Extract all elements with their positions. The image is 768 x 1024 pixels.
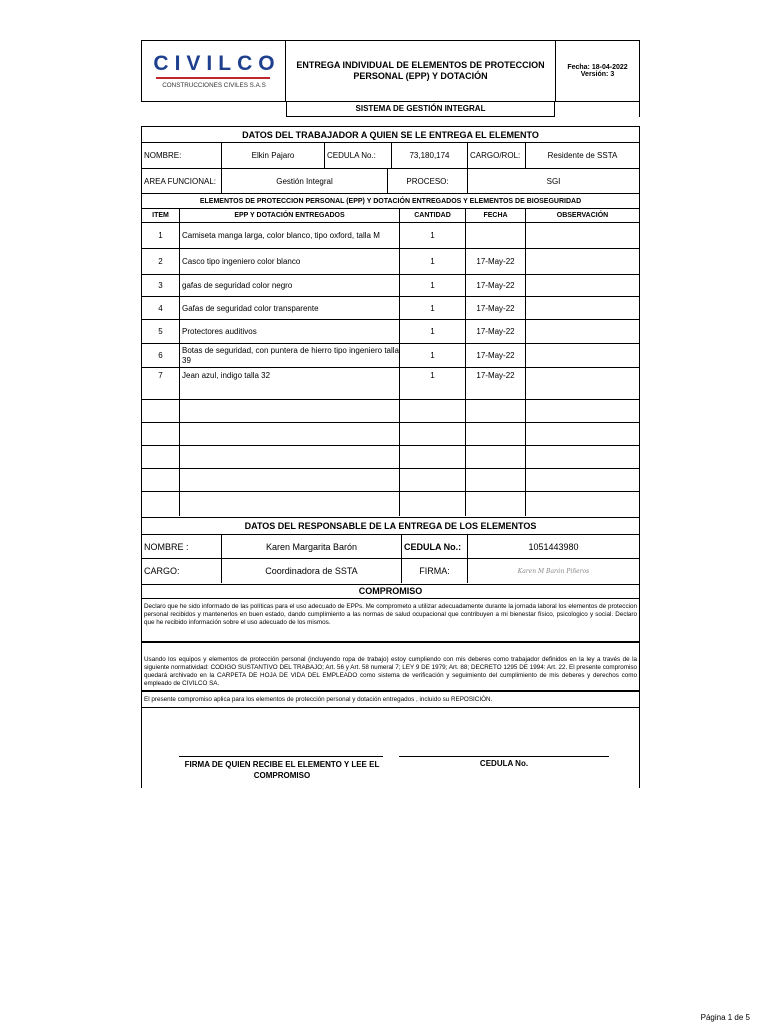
col-header-epp: EPP Y DOTACIÓN ENTREGADOS <box>180 209 400 222</box>
cargo-label: CARGO/ROL: <box>468 143 526 168</box>
item-number: 1 <box>142 223 180 248</box>
receiver-cedula-line <box>399 756 609 757</box>
items-header-row <box>142 209 639 223</box>
worker-row-1 <box>142 143 639 169</box>
cargo-value: Residente de SSTA <box>547 151 618 160</box>
col-header-obs: OBSERVACIÓN <box>556 212 609 219</box>
responsible-row-1 <box>142 535 639 559</box>
item-quantity: 1 <box>400 368 466 399</box>
resp-cedula-value: 1051443980 <box>528 541 579 552</box>
item-date: 17-May-22 <box>466 344 526 367</box>
resp-name-value: Karen Margarita Barón <box>222 535 402 558</box>
commitment-paragraph-2: Usando los equipos y elementos de protección personal (incluyendo ropa de trabajo) estoy cumpliendo con mis deberes como trabajador definidos en la ley a través de la siguiente normatividad: CODIGO SUSTANTIVO DEL TRABAJO; Art. 56 y Art. 58 numeral 7; LEY 9 DE 1979; Art. 88; DECRETO 1295 DE 1994: Art. 22. El presente compromiso quedará archivado en la CARPETA DE HOJA DE VIDA DEL EMPLEADO como sistema de verificación y seguimiento del cumplimiento de mis deberes y derechos como empleado de CIVILCO SA. <box>142 642 639 691</box>
col-header-item: ITEM <box>142 209 180 222</box>
area-value: Gestión Integral <box>222 169 388 193</box>
items-section <box>141 194 640 518</box>
responsible-section <box>141 517 640 585</box>
document-header <box>141 40 640 102</box>
table-row <box>142 344 639 368</box>
document-title: ENTREGA INDIVIDUAL DE ELEMENTOS DE PROTECCION PERSONAL (EPP) Y DOTACIÓN <box>286 41 556 101</box>
item-observation <box>526 223 639 248</box>
item-observation <box>526 368 639 399</box>
proceso-value: SGI <box>546 176 561 186</box>
cedula-value: 73,180,174 <box>392 143 468 168</box>
item-observation <box>526 320 639 343</box>
item-observation <box>526 275 639 296</box>
page-number: Página 1 de 5 <box>700 1013 750 1022</box>
date-version-box <box>556 41 639 101</box>
worker-section-title: DATOS DEL TRABAJADOR A QUIEN SE LE ENTREGA EL ELEMENTO <box>142 127 639 143</box>
item-number: 4 <box>142 297 180 319</box>
responsible-row-2 <box>142 559 639 583</box>
receiver-cedula-label: CEDULA No. <box>479 759 529 768</box>
logo-underline <box>156 77 270 79</box>
item-date: 17-May-22 <box>466 297 526 319</box>
commitment-section <box>141 584 640 788</box>
logo-subtitle: CONSTRUCCIONES CIVILES S.A.S <box>162 82 266 89</box>
commitment-paragraph-1: Declaro que he sido informado de las políticas para el uso adecuado de EPPs. Me comprometo a utilizar adecuadamente durante la jornada laboral los elementos de proteccion personal recibidos y mantenerlos en buen estado, dando cumplimiento a las normas de salud ocupacional que contribuyen a mi bienestar físico, psicologico y social. Declaro que he recibido información sobre el uso adecuado de los mismos. <box>142 599 639 642</box>
item-date: 17-May-22 <box>466 249 526 274</box>
receiver-signature-label: FIRMA DE QUIEN RECIBE EL ELEMENTO Y LEE EL COMPROMISO <box>184 760 380 780</box>
resp-signature: Karen M Barón Piñeros <box>517 567 590 575</box>
col-header-qty: CANTIDAD <box>400 209 466 222</box>
resp-cedula-label: CEDULA No.: <box>402 535 468 558</box>
item-number: 3 <box>142 275 180 296</box>
resp-cargo-value: Coordinadora de SSTA <box>222 559 402 583</box>
item-description: Protectores auditivos <box>180 320 400 343</box>
items-section-title: ELEMENTOS DE PROTECCION PERSONAL (EPP) Y DOTACIÓN ENTREGADOS Y ELEMENTOS DE BIOSEGURIDAD <box>142 194 639 209</box>
worker-section <box>141 126 640 194</box>
item-date: 17-May-22 <box>466 320 526 343</box>
system-title: SISTEMA DE GESTIÓN INTEGRAL <box>286 101 555 117</box>
header-divider <box>554 101 640 117</box>
responsible-section-title: DATOS DEL RESPONSABLE DE LA ENTREGA DE LOS ELEMENTOS <box>142 517 639 535</box>
table-row-empty <box>142 446 639 469</box>
item-number: 7 <box>142 368 180 399</box>
table-row <box>142 275 639 297</box>
logo-box <box>142 41 286 101</box>
col-header-date: FECHA <box>466 209 526 222</box>
worker-row-2 <box>142 169 639 193</box>
item-description: gafas de seguridad color negro <box>180 275 400 296</box>
name-value: Elkin Pajaro <box>222 143 325 168</box>
item-number: 5 <box>142 320 180 343</box>
table-row <box>142 368 639 400</box>
receiver-signature-line <box>179 756 383 757</box>
item-description: Camiseta manga larga, color blanco, tipo oxford, talla M <box>180 223 400 248</box>
table-row <box>142 249 639 275</box>
item-quantity: 1 <box>400 344 466 367</box>
item-quantity: 1 <box>400 320 466 343</box>
item-observation <box>526 249 639 274</box>
resp-firma-label: FIRMA: <box>402 559 468 583</box>
resp-name-label: NOMBRE : <box>142 535 222 558</box>
item-description: Gafas de seguridad color transparente <box>180 297 400 319</box>
document-date: Fecha: 18-04-2022 <box>567 64 628 71</box>
item-observation <box>526 344 639 367</box>
table-row-empty <box>142 423 639 446</box>
commitment-title: COMPROMISO <box>142 584 639 599</box>
item-description: Casco tipo ingeniero color blanco <box>180 249 400 274</box>
item-date: 17-May-22 <box>466 368 526 399</box>
item-number: 2 <box>142 249 180 274</box>
item-description: Botas de seguridad, con puntera de hierro tipo ingeniero talla 39 <box>180 344 400 367</box>
document-version: Versión: 3 <box>580 71 615 78</box>
item-date <box>466 223 526 248</box>
item-description: Jean azul, indigo talla 32 <box>180 368 400 399</box>
item-quantity: 1 <box>400 275 466 296</box>
table-row <box>142 297 639 320</box>
item-date: 17-May-22 <box>466 275 526 296</box>
name-label: NOMBRE: <box>142 143 222 168</box>
commitment-paragraph-3: El presente compromiso aplica para los elementos de protección personal y dotación entregados , incluido su REPOSICIÓN. <box>142 691 639 708</box>
item-quantity: 1 <box>400 297 466 319</box>
table-row-empty <box>142 400 639 423</box>
table-row-empty <box>142 492 639 516</box>
area-label: AREA FUNCIONAL: <box>142 169 222 193</box>
item-quantity: 1 <box>400 249 466 274</box>
cedula-label: CEDULA No.: <box>325 143 392 168</box>
table-row-empty <box>142 469 639 492</box>
company-logo: CIVILCO <box>153 52 281 75</box>
proceso-label: PROCESO: <box>388 169 468 193</box>
item-number: 6 <box>142 344 180 367</box>
table-row <box>142 320 639 344</box>
item-observation <box>526 297 639 319</box>
resp-cargo-label: CARGO: <box>142 559 222 583</box>
item-quantity: 1 <box>400 223 466 248</box>
table-row <box>142 223 639 249</box>
